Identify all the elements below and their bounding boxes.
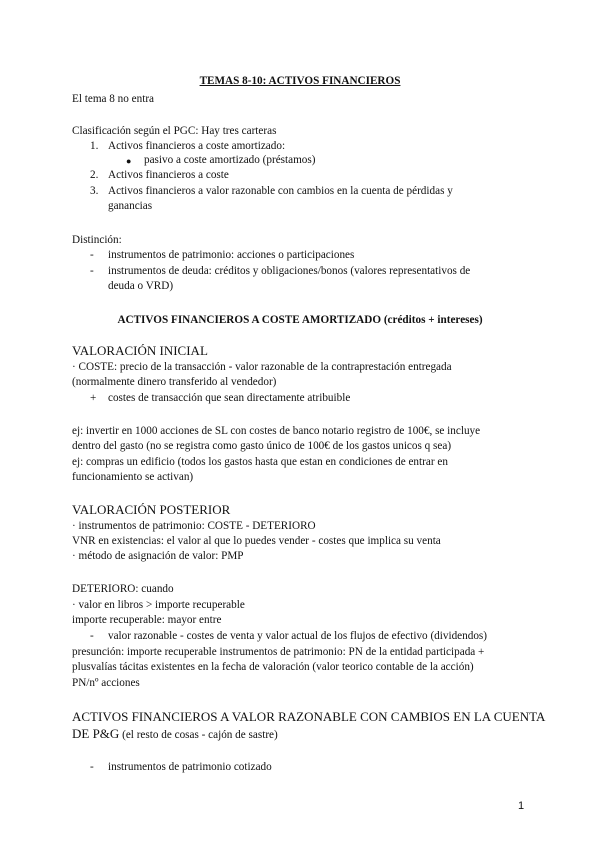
subsection-heading: DETERIORO: cuando — [72, 583, 174, 595]
paragraph-line: · COSTE: precio de la transacción - valor razonable de la contraprestación entregada — [72, 361, 452, 373]
list-item-continuation: ganancias — [108, 200, 153, 212]
intro-note: El tema 8 no entra — [72, 93, 155, 105]
clasificacion-heading: Clasificación según el PGC: Hay tres carteras — [72, 125, 277, 137]
list-item-text: Activos financieros a coste amortizado: — [108, 140, 286, 152]
dash-bullet: - — [90, 761, 94, 773]
list-item-continuation: deuda o VRD) — [108, 280, 174, 292]
example-line: dentro del gasto (no se registra como gasto único de 100€ de los gastos unicos q sea) — [72, 440, 452, 452]
paragraph-line: presunción: importe recuperable instrumentos de patrimonio: PN de la entidad participada + — [72, 646, 485, 658]
bullet-icon: ● — [126, 156, 132, 166]
page-title: TEMAS 8-10: ACTIVOS FINANCIEROS — [199, 75, 401, 87]
section-title-line2 — [72, 726, 540, 742]
list-number: 3. — [90, 185, 99, 197]
list-item-text: instrumentos de deuda: créditos y obligaciones/bonos (valores representativos de — [108, 265, 471, 277]
paragraph-line: · método de asignación de valor: PMP — [72, 550, 244, 562]
paragraph-line: PN/nº acciones — [72, 677, 140, 689]
section-title-part: DE P&G — [72, 726, 120, 741]
list-item-text: costes de transacción que sean directamente atribuible — [108, 392, 351, 404]
list-item-text: Activos financieros a valor razonable con cambios en la cuenta de pérdidas y — [108, 185, 453, 197]
paragraph-line: VNR en existencias: el valor al que lo puedes vender - costes que implica su venta — [72, 535, 441, 547]
list-item-text: instrumentos de patrimonio cotizado — [108, 761, 272, 773]
sub-list-item-text: pasivo a coste amortizado (préstamos) — [144, 154, 316, 166]
section-title: ACTIVOS FINANCIEROS A VALOR RAZONABLE CON CAMBIOS EN LA CUENTA — [72, 709, 546, 724]
paragraph-line: · valor en libros > importe recuperable — [72, 599, 245, 611]
page-number: 1 — [518, 800, 525, 812]
dash-bullet: - — [90, 249, 94, 261]
dash-bullet: - — [90, 265, 94, 277]
paragraph-line: (normalmente dinero transferido al vendedor) — [72, 376, 277, 388]
list-number: 2. — [90, 169, 99, 181]
example-line: funcionamiento se activan) — [72, 471, 194, 483]
paragraph-line: · instrumentos de patrimonio: COSTE - DETERIORO — [72, 520, 316, 532]
distincion-heading: Distinción: — [72, 234, 122, 246]
list-item-text: instrumentos de patrimonio: acciones o participaciones — [108, 249, 355, 261]
subsection-heading: VALORACIÓN POSTERIOR — [72, 502, 231, 517]
section-title-note: (el resto de cosas - cajón de sastre) — [119, 729, 278, 741]
list-item-text: Activos financieros a coste — [108, 169, 229, 181]
plus-bullet: + — [90, 392, 97, 404]
list-item-text: valor razonable - costes de venta y valor actual de los flujos de efectivo (dividendos) — [108, 630, 487, 642]
list-number: 1. — [90, 140, 99, 152]
example-line: ej: compras un edificio (todos los gastos hasta que estan en condiciones de entrar en — [72, 456, 448, 468]
example-line: ej: invertir en 1000 acciones de SL con costes de banco notario registro de 100€, se incluye — [72, 425, 481, 437]
dash-bullet: - — [90, 630, 94, 642]
paragraph-line: plusvalías tácitas existentes en la fecha de valoración (valor teorico contable de la acción) — [72, 661, 474, 673]
section-title: ACTIVOS FINANCIEROS A COSTE AMORTIZADO (créditos + intereses) — [117, 314, 483, 326]
subsection-heading: VALORACIÓN INICIAL — [72, 343, 208, 358]
paragraph-line: importe recuperable: mayor entre — [72, 614, 222, 626]
